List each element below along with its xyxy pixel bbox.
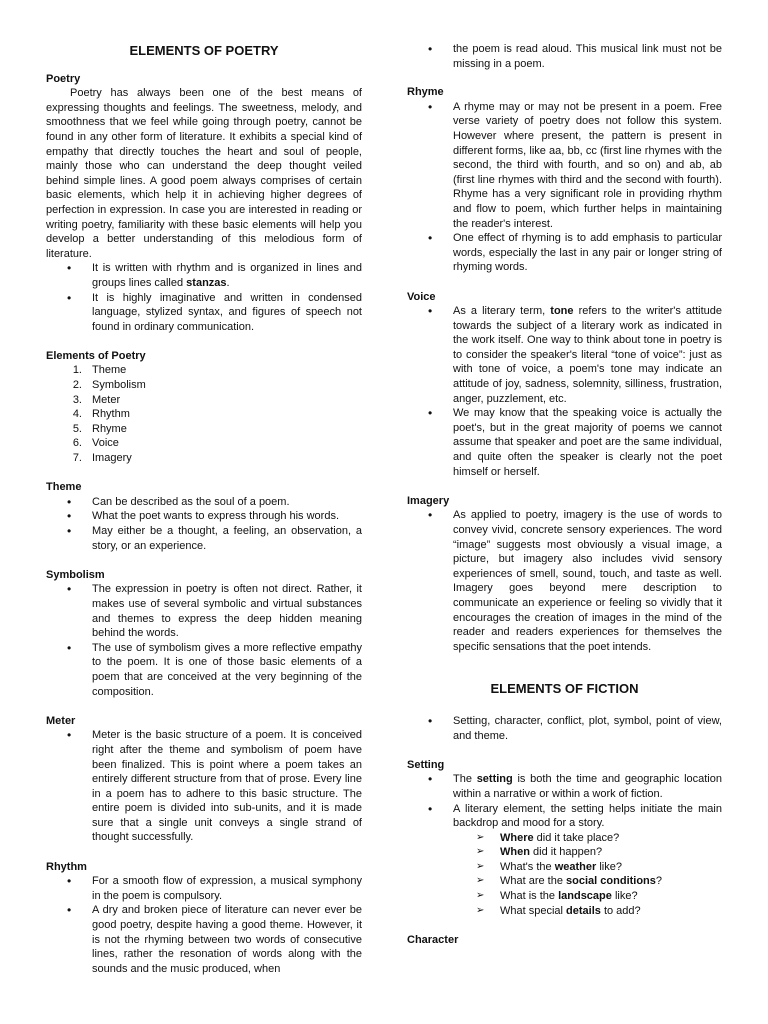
- theme-heading: Theme: [46, 481, 82, 494]
- question-item: [476, 831, 722, 846]
- question-text: to add?: [600, 904, 641, 917]
- list-item: • One effect of rhyming is to add emphasis to particular words, especially the last in any pair or longer string of rhyming words.: [453, 231, 722, 275]
- list-item: • We may know that the speaking voice is actually the poet's, but in the great majority of poems we cannot assume that speaker and poet are the same individual, and quite often the speaker is clearly not the poet himself or herself.: [453, 406, 722, 479]
- arrow-bullet-icon: ➢: [476, 831, 485, 843]
- question-text: What special: [500, 904, 567, 917]
- question-text: like?: [611, 890, 638, 903]
- poetry-intro-list: [46, 261, 362, 334]
- list-number: 4.: [72, 408, 82, 421]
- list-item-bold: stanzas: [186, 276, 227, 289]
- character-heading: Character: [407, 933, 459, 946]
- list-item: • Can be described as the soul of a poem.: [92, 495, 362, 510]
- list-item: [453, 304, 722, 406]
- list-item: • It is highly imaginative and written in condensed language, stylized syntax, and figures of speech not found in ordinary communication.: [92, 291, 362, 335]
- question-text: ?: [655, 875, 663, 888]
- question-bold: landscape: [558, 890, 612, 903]
- list-item: [92, 261, 362, 290]
- list-number: 3.: [72, 393, 82, 406]
- list-item: • The use of symbolism gives a more reflective empathy to the poem. It is one of those basic elements of a poem that are conceived at the very beginning of the composition.: [92, 641, 362, 699]
- poetry-heading: Poetry: [46, 72, 81, 85]
- question-bold: Where: [500, 831, 534, 844]
- list-number: 1.: [72, 364, 82, 377]
- arrow-bullet-icon: ➢: [476, 904, 485, 916]
- list-item: [72, 407, 362, 422]
- symbolism-heading: Symbolism: [46, 568, 105, 581]
- list-item: • Setting, character, conflict, plot, symbol, point of view, and theme.: [453, 714, 722, 743]
- question-item: [476, 889, 722, 904]
- fiction-intro-list: [407, 714, 722, 743]
- rhythm-list: [46, 874, 362, 976]
- list-item-text: Voice: [92, 437, 119, 450]
- arrow-bullet-icon: ➢: [476, 860, 485, 872]
- fiction-title: ELEMENTS OF FICTION: [490, 681, 639, 697]
- list-item: • What the poet wants to express through his words.: [92, 509, 362, 524]
- poetry-intro: Poetry has always been one of the best means of expressing thoughts and feelings. The sweetness, melody, and smoothness that we feel while going through poetry, cannot be found in any other form of literature. It exhibits a special kind of empathy that directly touches the heart and soul of people, mainly those who can understand the deep thought veiled behind simple lines. A good poem always comprises of certain basic elements, which help it in achieving higher degrees of perfection in expression. In case you are interested in reading or writing poetry, familiarity with these basic elements will help you develop a better understanding of this melodious form of literature.: [46, 87, 362, 260]
- question-text: What are the: [500, 875, 567, 888]
- setting-heading: Setting: [407, 758, 445, 771]
- question-text: What's the: [500, 860, 555, 873]
- arrow-bullet-icon: ➢: [476, 890, 485, 902]
- list-number: 5.: [72, 422, 82, 435]
- question-bold: details: [566, 904, 601, 917]
- list-item-bold: tone: [550, 305, 574, 318]
- imagery-heading: Imagery: [407, 494, 450, 507]
- right-column: [407, 0, 722, 947]
- question-text: did it happen?: [529, 846, 603, 859]
- imagery-list: [407, 508, 722, 654]
- question-bold: social conditions: [566, 875, 656, 888]
- meter-list: [46, 728, 362, 845]
- list-item: • A dry and broken piece of literature can never ever be good poetry, despite having a good theme. However, it is not the rhyming between two words of consecutive lines, rather the resonation of words along with the sounds and the music produced, when: [92, 903, 362, 976]
- voice-heading: Voice: [407, 290, 436, 303]
- question-item: [476, 904, 722, 919]
- list-item-text: The: [453, 773, 477, 786]
- poetry-title: ELEMENTS OF POETRY: [129, 43, 279, 58]
- list-item-text: .: [226, 276, 230, 289]
- question-bold: When: [500, 846, 530, 859]
- list-item: • The expression in poetry is often not direct. Rather, it makes use of several symbolic and virtual substances and themes to express the deep hidden meaning behind the words.: [92, 582, 362, 640]
- symbolism-list: [46, 582, 362, 699]
- rhythm-heading: Rhythm: [46, 860, 87, 873]
- list-number: 7.: [72, 452, 82, 465]
- list-item: [72, 436, 362, 451]
- list-item-text: refers to the writer's attitude towards the subject of a literary work as indicated in the work itself. One way to think about tone in poetry is to consider the speaker's literal “tone of voice”: just as with tone of voice, a poem's tone may indicate an attitude of joy, sadness, solemnity, silliness, frustration, anger, puzzlement, etc.: [453, 305, 722, 405]
- list-item: [72, 378, 362, 393]
- question-item: [476, 845, 722, 860]
- question-item: [476, 874, 722, 889]
- question-bold: weather: [554, 860, 597, 873]
- list-item-text: Theme: [92, 364, 127, 377]
- list-number: 2.: [72, 379, 82, 392]
- list-item: • A rhyme may or may not be present in a poem. Free verse variety of poetry does not follow this system. However where present, the pattern is present in different forms, like aa, bb, cc (first line rhymes with the second, the third with fourth, and so on) and ab, ab (first line rhymes with third and the second with fourth). Rhyme has a very significant role in providing rhythm and flow to poem, which further helps in maintaining the reader's interest.: [453, 100, 722, 231]
- list-item-text: is both the time and geographic location within a narrative or within a work of fiction.: [453, 773, 722, 800]
- list-item: • Meter is the basic structure of a poem. It is conceived right after the theme and symbolism of poem have been finalized. This is point where a poem takes an entirely different structure from that of prose. Every line in a poem has to adhere to this basic structure. The entire poem is divided into sub-units, and it is made sure that a single unit conveys a single strand of thought successfully.: [92, 728, 362, 845]
- list-number: 6.: [72, 437, 82, 450]
- list-item: [72, 363, 362, 378]
- list-item-text: Imagery: [92, 452, 132, 465]
- theme-list: [46, 495, 362, 553]
- left-column: [46, 0, 362, 976]
- list-item: [72, 422, 362, 437]
- list-item-text: Meter: [92, 393, 121, 406]
- elements-heading: Elements of Poetry: [46, 349, 146, 362]
- continued-text: the poem is read aloud. This musical link must not be missing in a poem.: [453, 43, 722, 70]
- question-item: [476, 860, 722, 875]
- meter-heading: Meter: [46, 714, 76, 727]
- list-item: [72, 393, 362, 408]
- list-item: [72, 451, 362, 466]
- setting-questions: [407, 831, 722, 919]
- list-item: • As applied to poetry, imagery is the use of words to convey vivid, concrete sensory experiences. The word “image” suggests most obviously a visual image, a picture, but imagery also includes vivid sensory experiences of smell, sound, touch, and taste as well. Imagery goes beyond mere description to communicate an experience or feeling so vividly that it encourages the creation of images in the mind of the reader and readers experiences for themselves the specific sensations that the poet intends.: [453, 508, 722, 654]
- voice-list: [407, 304, 722, 479]
- question-text: did it take place?: [533, 831, 620, 844]
- list-item-text: As a literary term,: [453, 305, 551, 318]
- list-item: • A literary element, the setting helps initiate the main backdrop and mood for a story.: [453, 802, 722, 831]
- list-item-bold: setting: [476, 773, 513, 786]
- list-item-text: Rhythm: [92, 408, 130, 421]
- arrow-bullet-icon: ➢: [476, 875, 485, 887]
- setting-list: [407, 772, 722, 830]
- list-item: [453, 772, 722, 801]
- rhyme-heading: Rhyme: [407, 86, 444, 99]
- rhyme-list: [407, 100, 722, 275]
- list-item-text: Rhyme: [92, 422, 127, 435]
- question-text: What is the: [500, 890, 559, 903]
- list-item: • For a smooth flow of expression, a musical symphony in the poem is compulsory.: [92, 874, 362, 903]
- rhythm-continued-text: [453, 42, 722, 71]
- rhythm-continued: [407, 42, 722, 71]
- question-text: like?: [596, 860, 622, 873]
- elements-list: [46, 363, 362, 465]
- arrow-bullet-icon: ➢: [476, 846, 485, 858]
- list-item: • May either be a thought, a feeling, an observation, a story, or an experience.: [92, 524, 362, 553]
- list-item-text: Symbolism: [92, 379, 146, 392]
- list-item-text: It is written with rhythm and is organized in lines and groups lines called: [92, 262, 362, 289]
